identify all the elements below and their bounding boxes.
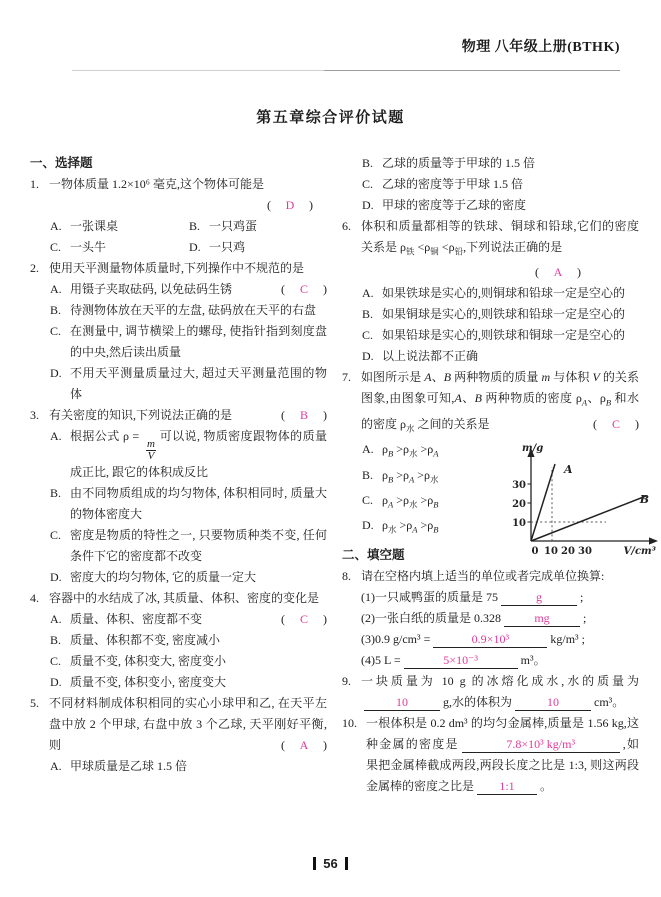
question-3 [30,405,327,588]
question-8 [342,566,639,671]
question-7-options [342,439,507,566]
option-b: B. 一只鸡蛋 [188,216,327,237]
question-7 [342,367,656,565]
question-number: 6. [342,219,351,233]
fill-blank [462,737,620,753]
question-text: 请在空格内填上适当的单位或者完成单位换算: [361,568,605,583]
fill-item-3: (3)0.9 g/cm³ = 0.9×10³ kg/m³ ; [361,631,585,646]
y-axis-label: m/g [522,443,544,455]
answer-bracket: ( C ) [281,609,327,630]
question-number: 4. [30,591,39,605]
option-a: A. 用镊子夹取砝码, 以免砝码生锈 [50,282,233,296]
blank-answer: mg [534,610,550,625]
page-number-bar-right [345,857,348,870]
fill-blank [364,695,440,711]
option-label: D. [189,240,201,254]
option-a: A. 质量、体积、密度都不变 [50,612,203,626]
answer-bracket: ( B ) [281,405,327,426]
line-series-B [531,496,646,541]
blank-answer: 10 [547,694,560,709]
option-label: C. [50,240,62,254]
option-d: D. 以上说法都不正确 [362,349,479,364]
option-d: D. 甲球的密度等于乙球的密度 [362,198,527,212]
fill-blank [504,611,580,627]
question-1 [30,174,327,258]
answer-line [361,262,639,283]
header-rule [72,70,620,71]
answer-letter: A [553,265,563,280]
y-tick-10: 10 [512,518,526,530]
option-d: D. 不用天平测量质量过大, 超过天平测量范围的物体 [50,366,327,401]
option-c: C. $\rho_A >\rho_水 >\rho_B$ [362,492,439,510]
option-c: C. 乙球的密度等于甲球 1.5 倍 [362,177,524,191]
question-text: 体积和质量都相等的铁球、铜球和铅球,它们的密度关系是 $\rho_铁 <\rho_铜 <\rho_铅$,下列说法正确的是 [361,219,639,257]
right-column [342,153,656,797]
question-number: 3. [30,408,39,422]
question-number: 1. [30,177,39,191]
line-series-A [531,464,555,541]
option-c: C. 密度是物质的特性之一, 只要物质种类不变, 任何条件下它的密度都不改变 [50,528,327,563]
fill-blank [404,653,518,669]
option-d: D. $\rho_水 >\rho_A >\rho_B$ [362,518,439,535]
answer-letter: A [299,738,309,752]
option-b: B. 由不同物质组成的均匀物体, 体积相同时, 质量大的物体密度大 [50,486,327,521]
option-d: D. 密度大的均匀物体, 它的质量一定大 [50,570,257,584]
answer-bracket: ( A ) [535,265,581,279]
series-a-label: A [564,463,573,477]
mass-volume-chart [509,441,659,559]
blank-answer: 1:1 [499,778,515,793]
left-column [30,153,327,777]
option-label: B. [189,219,201,233]
two-column-layout [0,127,661,797]
option-c: C. 质量不变, 体积变大, 密度变小 [50,654,227,668]
question-2 [30,258,327,405]
option-label: A. [50,219,62,233]
option-a: A. $\rho_B >\rho_水 >\rho_A$ [362,442,439,459]
question-10 [342,713,639,797]
question-number: 8. [342,568,351,583]
option-b: B. 乙球的质量等于甲球的 1.5 倍 [362,156,536,170]
section-1-heading: 一、选择题 [30,156,93,170]
blank-answer: 10 [396,694,408,709]
answer-letter: C [299,612,308,626]
option-a: A. 根据公式 ρ = $\frac{m}{V}$ 可以说, 物质密度跟物体的质量成正比, 跟它的体积成反比 [50,429,327,479]
x-axis-label: V/cm³ [623,546,656,558]
blank-answer: 0.9×10³ [471,631,510,646]
blank-answer: 7.8×10³ kg/m³ [506,736,576,751]
option-d: D. 质量不变, 体积变小, 密度变大 [50,675,227,689]
x-tick-0: 0 [531,546,539,558]
section-2-heading: 二、填空题 [342,547,405,562]
y-tick-20: 20 [512,499,526,511]
y-tick-30: 30 [512,480,526,492]
answer-letter: B [299,408,308,422]
question-number: 7. [342,370,351,385]
answer-bracket: ( C ) [281,279,327,300]
blank-answer: 5×10⁻³ [443,652,478,667]
question-text: 如图所示是 A、B 两种物质的质量 m 与体积 V 的关系图象,由图象可知,A、B 两种物质的密度 $\rho_A$、$\rho_B$ 和水的密度 $\rho_水$ 之间的关系是 ( C ) [361,370,639,434]
answer-letter: D [285,198,295,212]
question-number: 5. [30,696,39,710]
option-a: A. 如果铁球是实心的,则铜球和铅球一定是空心的 [362,286,626,301]
option-b: B. 待测物体放在天平的左盘, 砝码放在天平的右盘 [50,303,317,317]
page-title: 第五章综合评价试题 [256,110,405,126]
question-number: 10. [342,715,357,730]
answer-line [49,195,327,216]
option-a: A. 甲球质量是乙球 1.5 倍 [50,759,188,773]
option-c: C. 一头牛 [49,237,188,258]
question-text: 不同材料制成体积相同的实心小球甲和乙, 在天平左盘中放 2 个甲球, 右盘中放 3 个乙球, 天平刚好平衡,则 ( A ) [49,693,327,756]
page-number-bar-left [313,857,316,870]
x-tick-20: 20 [561,546,575,558]
option-b: B. 质量、体积都不变, 密度减小 [50,633,221,647]
fill-item-4: (4)5 L = 5×10⁻³ m³。 [361,652,546,667]
option-c: C. 在测量中, 调节横梁上的螺母, 使指针指到刻度盘的中央,然后读出质量 [50,324,327,359]
options-grid [49,216,327,258]
question-text: 有关密度的知识,下列说法正确的是 ( B ) [49,405,327,426]
answer-letter: C [299,282,308,296]
option-b: B. $\rho_B >\rho_A >\rho_水$ [362,467,439,484]
fill-blank [515,695,591,711]
question-text: 使用天平测量物体质量时,下列操作中不规范的是 ( C ) [49,258,327,279]
series-b-label: B [639,493,649,507]
x-axis-arrow [649,538,658,545]
page-number [0,856,661,871]
question-text: 一物体质量 1.2×10⁶ 毫克,这个物体可能是 [49,177,264,191]
answer-letter: C [611,416,620,431]
fill-blank [433,632,547,648]
x-tick-10: 10 [544,546,558,558]
question-number: 9. [342,673,351,688]
question-5-continued [342,153,639,216]
question-text: 容器中的水结成了冰, 其质量、体积、密度的变化是 ( C ) [49,588,327,609]
question-7-body [342,439,656,566]
question-number: 2. [30,261,39,275]
option-a: A. 一张课桌 [49,216,188,237]
question-6 [342,216,639,367]
fill-blank [501,590,577,606]
question-5 [30,693,327,777]
answer-bracket: ( C ) [593,414,639,435]
fill-item-2: (2)一张白纸的质量是 0.328 mg ; [361,610,587,625]
question-9 [342,671,639,713]
answer-bracket: ( D ) [267,198,313,212]
page-number-value: 56 [323,856,338,871]
fill-item-1: (1)一只咸鸭蛋的质量是 75 g ; [361,589,584,604]
question-text: 一块质量为 10 g 的冰熔化成水,水的质量为10 g,水的体积为 10 cm³。 [361,673,639,709]
option-d: D. 一只鸡 [188,237,327,258]
question-4 [30,588,327,693]
fill-blank [477,779,537,795]
answer-bracket: ( A ) [281,735,327,756]
option-c: C. 如果铅球是实心的,则铁球和铜球一定是空心的 [362,328,626,343]
x-tick-30: 30 [578,546,592,558]
blank-answer: g [536,589,542,604]
book-header: 物理 八年级上册(BTHK) [461,40,620,55]
option-b: B. 如果铜球是实心的,则铁球和铅球一定是空心的 [362,307,626,322]
question-text: 一根体积是 0.2 dm³ 的均匀金属棒,质量是 1.56 kg,这种金属的密度是 7.8×10³ kg/m³ ,如果把金属棒截成两段,两段长度之比是 1:3, 则这两段金属棒的密度之比是 1:1 。 [366,715,639,793]
